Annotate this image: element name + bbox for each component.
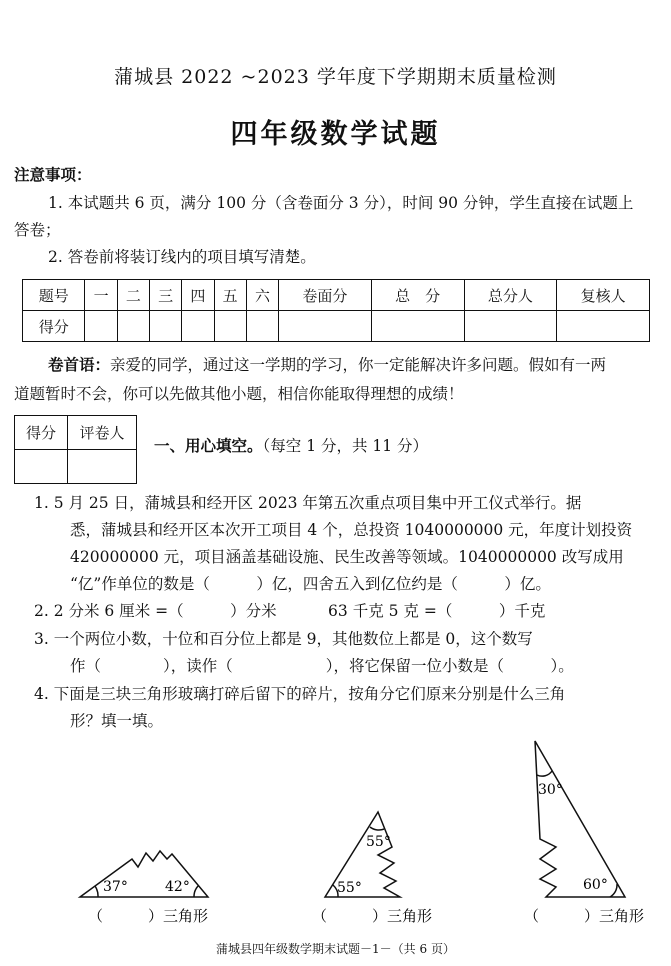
score-header-cell: 六 (246, 280, 278, 311)
question-4-line-1: 4. 下面是三块三角形玻璃打碎后留下的碎片，按角分它们原来分别是什么三角 (34, 685, 566, 703)
score-header-cell: 题号 (23, 280, 85, 311)
question-1-line-4: “亿”作单位的数是（ ）亿，四舍五入到亿位约是（ ）亿。 (70, 575, 551, 593)
grader-label: 评卷人 (68, 416, 137, 450)
triangle-3-angle-bottom: 60° (583, 877, 608, 893)
triangle-3-answer: （ ）三角形 (524, 907, 645, 925)
score-header-cell: 一 (85, 280, 117, 311)
question-3-line-2: 作（ ），读作（ ），将它保留一位小数是（ ）。 (70, 657, 574, 675)
triangle-1-angle-right: 42° (165, 879, 190, 895)
score-cell[interactable] (464, 311, 557, 342)
score-cell[interactable] (182, 311, 214, 342)
triangle-figures (0, 735, 671, 935)
triangle-2-answer: （ ）三角形 (312, 907, 433, 925)
section-1-title: 一、用心填空。 (154, 437, 263, 455)
question-1-line-1: 1. 5 月 25 日，蒲城县和经开区 2023 年第五次重点项目集中开工仪式举行。据 (34, 494, 582, 512)
score-header-cell: 三 (150, 280, 182, 311)
grader-name-cell[interactable] (68, 450, 137, 484)
score-header-cell: 复核人 (557, 280, 650, 311)
score-cell[interactable] (279, 311, 372, 342)
score-table-score-row (23, 311, 650, 342)
section-1-note: （每空 1 分，共 11 分） (262, 437, 429, 455)
note-item-2: 2. 答卷前将装订线内的项目填写清楚。 (48, 248, 316, 266)
preface-line-2: 道题暂时不会，你可以先做其他小题，相信你能取得理想的成绩！ (14, 385, 464, 403)
preface-text: 亲爱的同学，通过这一学期的学习，你一定能解决许多问题。假如有一两 (110, 356, 607, 374)
score-cell[interactable] (117, 311, 149, 342)
score-table-header-row (23, 280, 650, 311)
question-1-line-2: 悉，蒲城县和经开区本次开工项目 4 个，总投资 1040000000 元，年度计划投资 (70, 521, 633, 539)
exam-title: 蒲城县 2022 ~2023 学年度下学期期末质量检测 (114, 66, 557, 88)
grader-score-cell[interactable] (15, 450, 68, 484)
question-3-line-1: 3. 一个两位小数，十位和百分位上都是 9，其他数位上都是 0，这个数写 (34, 630, 533, 648)
note-item-1: 1. 本试题共 6 页，满分 100 分（含卷面分 3 分），时间 90 分钟，学生直接在试题上 (48, 194, 634, 212)
score-header-cell: 总分人 (464, 280, 557, 311)
question-1-line-3: 420000000 元，项目涵盖基础设施、民生改善等领域。1040000000 改写成用 (70, 548, 624, 566)
triangle-3 (535, 741, 625, 897)
paper-title: 四年级数学试题 (230, 119, 441, 150)
score-cell[interactable] (214, 311, 246, 342)
page-footer: 蒲城县四年级数学期末试题－1－（共 6 页） (216, 942, 455, 956)
score-row-label: 得分 (23, 311, 85, 342)
score-cell[interactable] (557, 311, 650, 342)
grader-score-label: 得分 (15, 416, 68, 450)
score-header-cell: 卷面分 (279, 280, 372, 311)
preface-line-1 (48, 352, 606, 379)
preface-label: 卷首语： (48, 356, 111, 374)
score-cell[interactable] (85, 311, 117, 342)
score-cell[interactable] (150, 311, 182, 342)
score-header-cell: 四 (182, 280, 214, 311)
score-cell[interactable] (371, 311, 464, 342)
grader-table (14, 415, 137, 484)
note-item-1-cont: 答卷； (14, 221, 61, 239)
triangle-1-answer: （ ）三角形 (88, 907, 209, 925)
question-2: 2. 2 分米 6 厘米 =（ ）分米 63 千克 5 克 =（ ）千克 (34, 602, 546, 620)
score-table (22, 279, 650, 342)
question-4-line-2: 形？填一填。 (70, 712, 164, 730)
score-cell[interactable] (246, 311, 278, 342)
section-1-heading (154, 433, 428, 460)
triangle-2-angle-bottom: 55° (337, 880, 362, 896)
triangle-2-angle-top: 55° (366, 834, 391, 850)
triangle-1-angle-left: 37° (103, 879, 128, 895)
notes-heading: 注意事项： (14, 166, 92, 184)
triangle-3-angle-top: 30° (538, 782, 563, 798)
score-header-cell: 总 分 (371, 280, 464, 311)
score-header-cell: 五 (214, 280, 246, 311)
score-header-cell: 二 (117, 280, 149, 311)
